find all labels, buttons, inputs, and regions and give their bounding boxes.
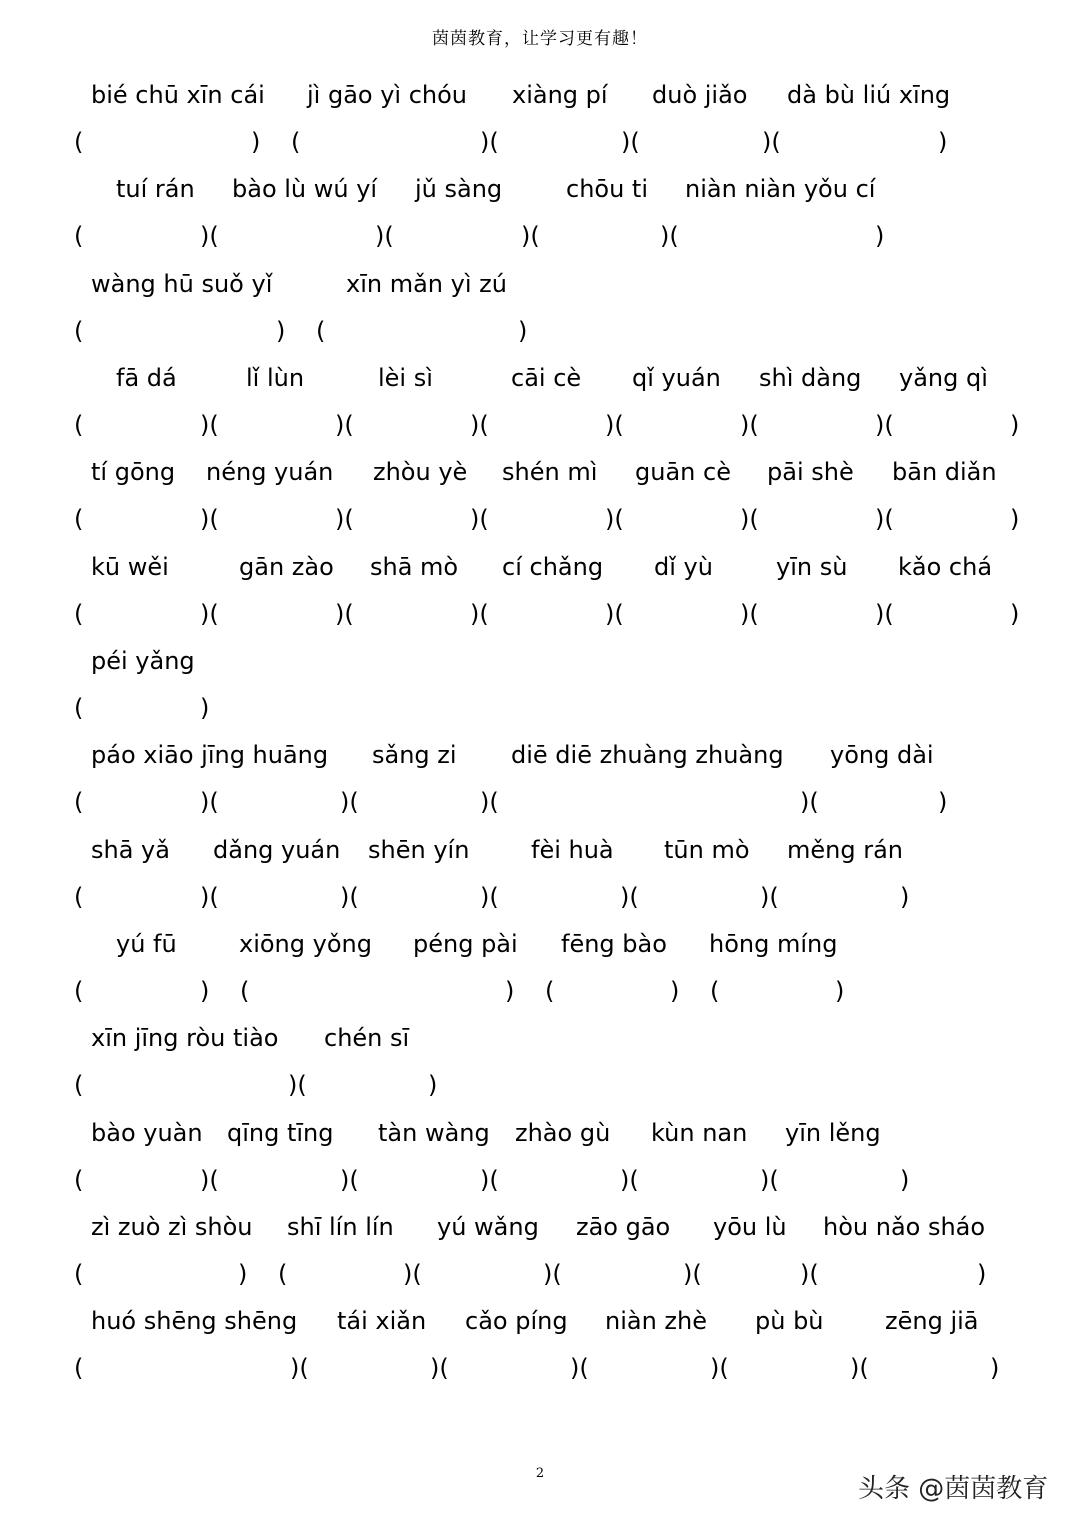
pinyin-row bbox=[0, 264, 1080, 304]
pinyin-word: niàn zhè bbox=[605, 1307, 707, 1335]
answer-bracket: )( bbox=[470, 505, 489, 533]
pinyin-word: kùn nan bbox=[651, 1119, 748, 1147]
answer-bracket: )( bbox=[480, 883, 499, 911]
answer-bracket: ) bbox=[900, 883, 910, 911]
answer-bracket: ( bbox=[74, 1260, 84, 1288]
answer-bracket: )( bbox=[200, 1166, 219, 1194]
answer-blank-row bbox=[0, 971, 1080, 1011]
pinyin-word: dǎng yuán bbox=[213, 836, 341, 864]
pinyin-word: yú wǎng bbox=[437, 1213, 539, 1241]
answer-blank-row bbox=[0, 1065, 1080, 1105]
answer-bracket: )( bbox=[570, 1354, 589, 1382]
answer-bracket: )( bbox=[288, 1071, 307, 1099]
pinyin-row bbox=[0, 1301, 1080, 1341]
answer-bracket: )( bbox=[740, 411, 759, 439]
pinyin-word: yōng dài bbox=[830, 741, 934, 769]
answer-bracket: )( bbox=[480, 128, 499, 156]
pinyin-word: péi yǎng bbox=[91, 647, 195, 675]
answer-bracket: )( bbox=[470, 411, 489, 439]
answer-bracket: ( bbox=[74, 977, 84, 1005]
answer-bracket: )( bbox=[740, 600, 759, 628]
answer-bracket: )( bbox=[335, 600, 354, 628]
pinyin-word: yú fū bbox=[116, 930, 177, 958]
pinyin-word: měng rán bbox=[787, 836, 904, 864]
pinyin-word: néng yuán bbox=[206, 458, 334, 486]
answer-bracket: )( bbox=[762, 128, 781, 156]
answer-bracket: )( bbox=[660, 222, 679, 250]
pinyin-row bbox=[0, 641, 1080, 681]
pinyin-word: shì dàng bbox=[759, 364, 862, 392]
answer-bracket: )( bbox=[760, 1166, 779, 1194]
pinyin-word: cāi cè bbox=[511, 364, 582, 392]
answer-bracket: ( bbox=[74, 317, 84, 345]
answer-bracket: ( bbox=[74, 222, 84, 250]
answer-bracket: ) bbox=[251, 128, 261, 156]
answer-bracket: )( bbox=[621, 128, 640, 156]
answer-bracket: ( bbox=[710, 977, 720, 1005]
answer-bracket: ) bbox=[1010, 505, 1020, 533]
pinyin-word: jì gāo yì chóu bbox=[307, 81, 468, 109]
pinyin-row bbox=[0, 169, 1080, 209]
answer-bracket: )( bbox=[480, 788, 499, 816]
pinyin-word: fā dá bbox=[116, 364, 177, 392]
pinyin-word: bào lù wú yí bbox=[232, 175, 378, 203]
answer-bracket: ) bbox=[670, 977, 680, 1005]
answer-bracket: )( bbox=[605, 411, 624, 439]
pinyin-word: zāo gāo bbox=[576, 1213, 671, 1241]
answer-blank-row bbox=[0, 499, 1080, 539]
pinyin-word: zēng jiā bbox=[885, 1307, 979, 1335]
pinyin-word: kū wěi bbox=[91, 553, 169, 581]
pinyin-word: shēn yín bbox=[368, 836, 470, 864]
answer-bracket: ( bbox=[278, 1260, 288, 1288]
answer-bracket: )( bbox=[605, 505, 624, 533]
answer-bracket: )( bbox=[740, 505, 759, 533]
answer-bracket: )( bbox=[480, 1166, 499, 1194]
pinyin-row bbox=[0, 1113, 1080, 1153]
answer-bracket: )( bbox=[543, 1260, 562, 1288]
pinyin-word: diē diē zhuàng zhuàng bbox=[511, 741, 784, 769]
pinyin-word: tái xiǎn bbox=[337, 1307, 427, 1335]
pinyin-word: tàn wàng bbox=[378, 1119, 490, 1147]
pinyin-word: kǎo chá bbox=[898, 553, 993, 581]
answer-bracket: )( bbox=[875, 600, 894, 628]
answer-bracket: ( bbox=[74, 788, 84, 816]
pinyin-word: zhòu yè bbox=[373, 458, 468, 486]
answer-bracket: ) bbox=[938, 788, 948, 816]
answer-bracket: )( bbox=[200, 883, 219, 911]
answer-bracket: )( bbox=[200, 222, 219, 250]
pinyin-word: guān cè bbox=[635, 458, 731, 486]
pinyin-word: hòu nǎo sháo bbox=[823, 1213, 986, 1241]
pinyin-word: yīn lěng bbox=[785, 1119, 881, 1147]
answer-bracket: )( bbox=[800, 788, 819, 816]
answer-bracket: ( bbox=[74, 411, 84, 439]
pinyin-word: yōu lù bbox=[713, 1213, 787, 1241]
answer-bracket: )( bbox=[710, 1354, 729, 1382]
pinyin-word: páo xiāo jīng huāng bbox=[91, 741, 329, 769]
answer-bracket: )( bbox=[375, 222, 394, 250]
pinyin-word: shā mò bbox=[370, 553, 459, 581]
pinyin-word: tí gōng bbox=[91, 458, 176, 486]
pinyin-word: gān zào bbox=[239, 553, 334, 581]
pinyin-word: tuí rán bbox=[116, 175, 195, 203]
pinyin-word: tūn mò bbox=[664, 836, 750, 864]
answer-bracket: )( bbox=[521, 222, 540, 250]
answer-bracket: )( bbox=[683, 1260, 702, 1288]
pinyin-word: cí chǎng bbox=[502, 553, 604, 581]
answer-blank-row bbox=[0, 122, 1080, 162]
pinyin-word: bào yuàn bbox=[91, 1119, 203, 1147]
pinyin-word: chōu ti bbox=[566, 175, 649, 203]
pinyin-row bbox=[0, 452, 1080, 492]
watermark: 头条 @茵茵教育 bbox=[858, 1474, 1049, 1504]
answer-bracket: )( bbox=[850, 1354, 869, 1382]
answer-bracket: )( bbox=[340, 788, 359, 816]
pinyin-word: péng pài bbox=[413, 930, 518, 958]
pinyin-word: xīn jīng ròu tiào bbox=[91, 1024, 279, 1052]
answer-bracket: ) bbox=[1010, 411, 1020, 439]
pinyin-word: zhào gù bbox=[515, 1119, 611, 1147]
answer-bracket: )( bbox=[340, 1166, 359, 1194]
answer-bracket: )( bbox=[403, 1260, 422, 1288]
pinyin-word: dà bù liú xīng bbox=[787, 81, 951, 109]
answer-bracket: )( bbox=[200, 788, 219, 816]
answer-bracket: ( bbox=[74, 600, 84, 628]
page-number: 2 bbox=[535, 1466, 545, 1481]
answer-bracket: ) bbox=[835, 977, 845, 1005]
page-header: 茵茵教育，让学习更有趣！ bbox=[432, 29, 648, 49]
answer-bracket: ( bbox=[74, 1166, 84, 1194]
answer-bracket: )( bbox=[605, 600, 624, 628]
pinyin-word: hōng míng bbox=[709, 930, 838, 958]
pinyin-word: fēng bào bbox=[561, 930, 667, 958]
pinyin-word: huó shēng shēng bbox=[91, 1307, 298, 1335]
answer-bracket: ( bbox=[74, 128, 84, 156]
answer-bracket: ) bbox=[276, 317, 286, 345]
answer-bracket: ( bbox=[545, 977, 555, 1005]
answer-bracket: ( bbox=[74, 1071, 84, 1099]
answer-bracket: )( bbox=[620, 1166, 639, 1194]
answer-bracket: ) bbox=[238, 1260, 248, 1288]
pinyin-word: niàn niàn yǒu cí bbox=[685, 175, 876, 203]
answer-blank-row bbox=[0, 782, 1080, 822]
pinyin-word: duò jiǎo bbox=[652, 81, 748, 109]
pinyin-row bbox=[0, 924, 1080, 964]
answer-bracket: )( bbox=[875, 411, 894, 439]
pinyin-row bbox=[0, 735, 1080, 775]
pinyin-word: fèi huà bbox=[531, 836, 614, 864]
answer-bracket: ) bbox=[200, 977, 210, 1005]
pinyin-word: xiàng pí bbox=[512, 81, 608, 109]
answer-bracket: ) bbox=[977, 1260, 987, 1288]
pinyin-row bbox=[0, 830, 1080, 870]
answer-bracket: ( bbox=[74, 505, 84, 533]
answer-bracket: ) bbox=[990, 1354, 1000, 1382]
answer-bracket: )( bbox=[335, 505, 354, 533]
pinyin-word: wàng hū suǒ yǐ bbox=[91, 270, 273, 298]
pinyin-word: dǐ yù bbox=[654, 553, 713, 581]
pinyin-row bbox=[0, 1018, 1080, 1058]
pinyin-word: zì zuò zì shòu bbox=[91, 1213, 253, 1241]
answer-bracket: ( bbox=[240, 977, 250, 1005]
pinyin-word: lǐ lùn bbox=[246, 364, 305, 392]
answer-blank-row bbox=[0, 405, 1080, 445]
answer-bracket: ( bbox=[74, 694, 84, 722]
answer-bracket: ( bbox=[74, 1354, 84, 1382]
pinyin-word: lèi sì bbox=[378, 364, 433, 392]
pinyin-word: yǎng qì bbox=[899, 364, 988, 392]
answer-blank-row bbox=[0, 594, 1080, 634]
answer-bracket: ) bbox=[1010, 600, 1020, 628]
answer-bracket: ) bbox=[900, 1166, 910, 1194]
answer-bracket: )( bbox=[340, 883, 359, 911]
answer-bracket: ) bbox=[200, 694, 210, 722]
pinyin-word: sǎng zi bbox=[372, 741, 457, 769]
answer-bracket: ) bbox=[875, 222, 885, 250]
answer-bracket: ( bbox=[74, 883, 84, 911]
pinyin-word: chén sī bbox=[324, 1024, 410, 1052]
answer-bracket: ) bbox=[505, 977, 515, 1005]
answer-bracket: )( bbox=[875, 505, 894, 533]
pinyin-row bbox=[0, 358, 1080, 398]
pinyin-word: qǐ yuán bbox=[632, 364, 721, 392]
answer-blank-row bbox=[0, 311, 1080, 351]
pinyin-word: shén mì bbox=[502, 458, 598, 486]
pinyin-word: shī lín lín bbox=[287, 1213, 394, 1241]
answer-blank-row bbox=[0, 216, 1080, 256]
answer-bracket: ) bbox=[428, 1071, 438, 1099]
answer-bracket: )( bbox=[760, 883, 779, 911]
pinyin-word: qīng tīng bbox=[227, 1119, 334, 1147]
answer-bracket: ( bbox=[291, 128, 301, 156]
pinyin-word: xiōng yǒng bbox=[239, 930, 372, 958]
pinyin-word: cǎo píng bbox=[465, 1307, 568, 1335]
answer-bracket: )( bbox=[470, 600, 489, 628]
answer-bracket: ) bbox=[938, 128, 948, 156]
answer-bracket: )( bbox=[335, 411, 354, 439]
answer-bracket: )( bbox=[200, 600, 219, 628]
answer-bracket: )( bbox=[290, 1354, 309, 1382]
pinyin-word: pāi shè bbox=[767, 458, 854, 486]
pinyin-word: bān diǎn bbox=[892, 458, 997, 486]
answer-blank-row bbox=[0, 1348, 1080, 1388]
pinyin-row bbox=[0, 547, 1080, 587]
answer-bracket: )( bbox=[200, 505, 219, 533]
answer-blank-row bbox=[0, 1160, 1080, 1200]
answer-bracket: )( bbox=[430, 1354, 449, 1382]
answer-blank-row bbox=[0, 688, 1080, 728]
pinyin-row bbox=[0, 1207, 1080, 1247]
answer-bracket: ) bbox=[518, 317, 528, 345]
pinyin-word: pù bù bbox=[755, 1307, 824, 1335]
answer-bracket: ( bbox=[316, 317, 326, 345]
answer-bracket: )( bbox=[200, 411, 219, 439]
answer-bracket: )( bbox=[620, 883, 639, 911]
pinyin-word: yīn sù bbox=[776, 553, 848, 581]
pinyin-word: bié chū xīn cái bbox=[91, 81, 265, 109]
pinyin-word: xīn mǎn yì zú bbox=[346, 270, 507, 298]
answer-blank-row bbox=[0, 1254, 1080, 1294]
pinyin-word: jǔ sàng bbox=[415, 175, 503, 203]
pinyin-row bbox=[0, 75, 1080, 115]
pinyin-word: shā yǎ bbox=[91, 836, 170, 864]
answer-blank-row bbox=[0, 877, 1080, 917]
answer-bracket: )( bbox=[800, 1260, 819, 1288]
